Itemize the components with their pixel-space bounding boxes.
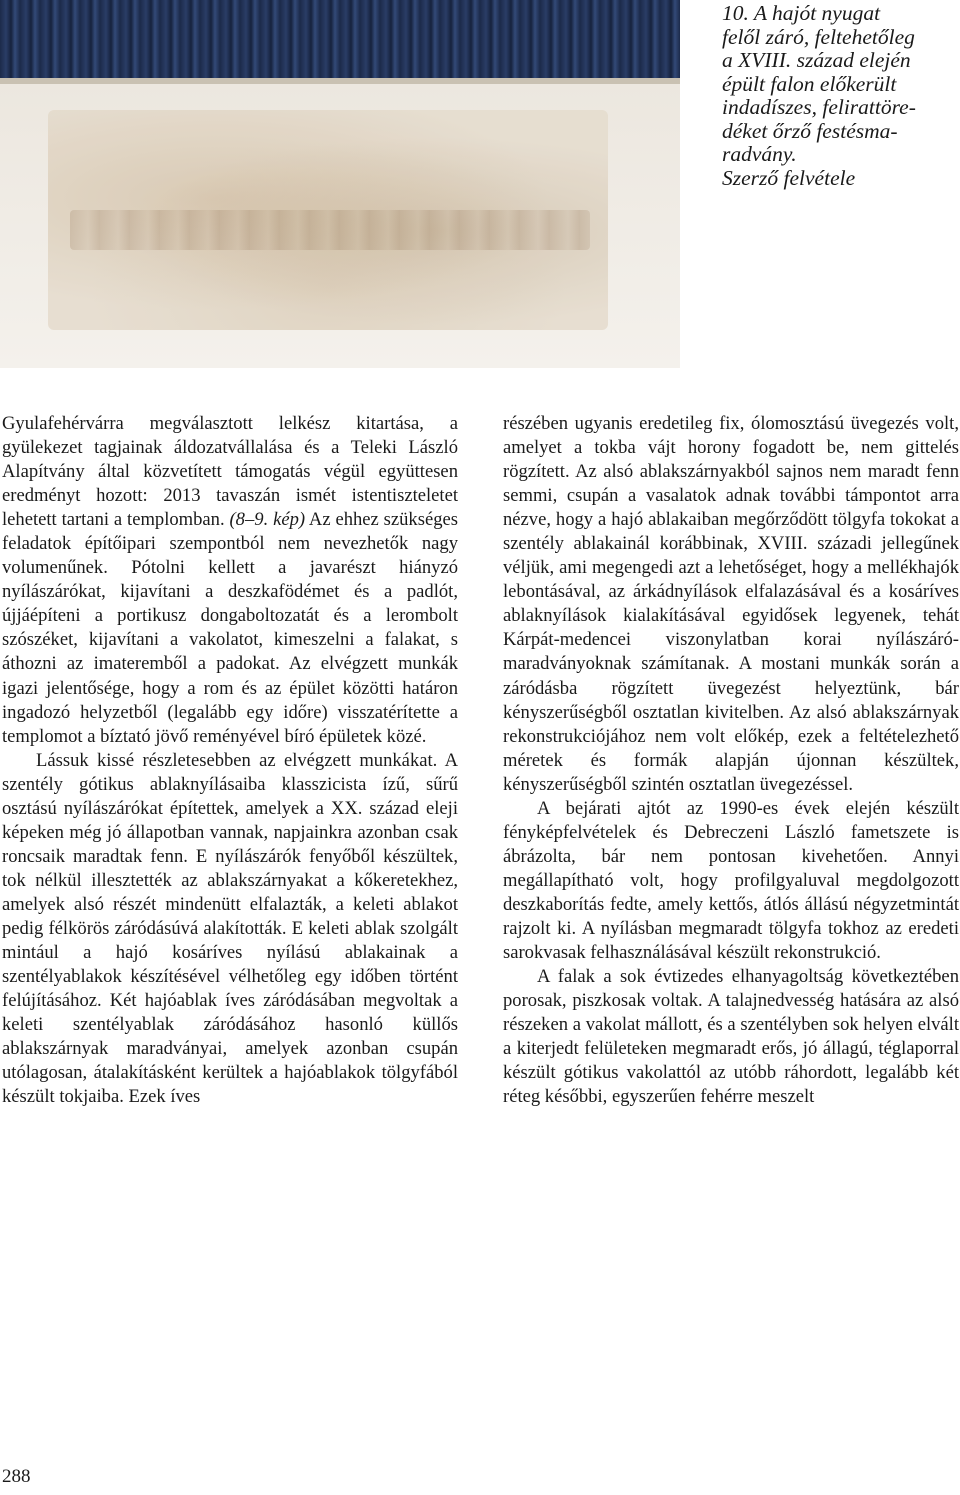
ceiling-beams	[0, 0, 680, 78]
left-text-column	[2, 412, 458, 1109]
paragraph-text: Gyulafehérvárra megválasztott lelkész kitartása, a gyülekezet tagjainak áldozatvállalása és a Teleki László Alapítvány által közvetített támogatás végül együttesen eredményt hozott: 2013 tavaszán ismét istentiszteletet lehetett tartani a templomban.	[2, 413, 458, 531]
body-paragraph: Lássuk kissé részletesebben az elvégzett munkákat. A szentély gótikus ablaknyílásaiba klasszicista ízű, sűrű osztású nyílászárókat építettek, amelyek a XX. század eleji képeken még jó állapotban vannak, napjainkra azonban csak roncsaik maradtak fenn. E nyílászárók fenyőből készültek, tok nélkül illesztették az ablakszárnyakat a kőkeretekhez, amelyek alsó részét mindenütt elfalazták, a keleti ablakot pedig félkörös záródásúvá alakították. E keleti ablak szolgált mintául a hajó kosáríves nyílású ablakainak a szentélyablakok készítésével vélhetőleg egy időben történt felújításához. Két hajóablak íves záródásában megvoltak a keleti szentélyablak záródásához hasonló küllős ablakszárnyak maradványai, amelyek azonban csupán utólagosan, átalakításként kerültek a hajóablakok tölgyfából készült tokjaiba. Ezek íves	[2, 749, 458, 1108]
caption-line: felől záró, feltehetőleg	[722, 24, 915, 49]
inscription-fragment-band	[70, 210, 590, 250]
photo-caption	[722, 2, 956, 190]
caption-line: radvány.	[722, 142, 797, 166]
caption-line: déket őrző festésma-	[722, 118, 898, 143]
page-number: 288	[2, 1466, 31, 1487]
right-text-column	[503, 412, 959, 1109]
caption-credit: Szerző felvétele	[722, 165, 856, 190]
body-paragraph	[2, 412, 458, 749]
caption-line: 10. A hajót nyugat	[722, 1, 881, 25]
body-paragraph: részében ugyanis eredetileg fix, ólomosztású üvegezés volt, amelyet a tokba vájt horony fogadott be, nem gittelés rögzített. Az alsó ablakszárnyakból sajnos nem maradt fenn semmi, csupán a vasalatok adnak további támpontot arra nézve, hogy a hajó ablakaiban megőrződött tölgyfa tokokat a szentély ablakainál korábbinak, XVIII. századi jellegűnek véljük, ami megengedi azt a lehetőséget, hogy a mellékhajók lebontásával, az árkádnyílások elfalazásával és a kosáríves ablaknyílások kialakításával egyidősek legyenek, tehát Kárpát-medencei viszonylatban korai nyílászáró-maradványoknak számítanak. A mostani munkák során a záródásba rögzített üvegezést helyeztünk, bár kényszerűségből osztatlan kivitelben. Az alsó ablakszárnyak rekonstrukciójához nem volt előkép, ezek a feltételezhető méretek és formák alapján újonnan készültek, kényszerűségből szintén osztatlan üvegezéssel.	[503, 413, 959, 795]
fresco-photo	[0, 0, 680, 368]
figure-reference: (8–9. kép)	[229, 509, 306, 531]
caption-line: indadíszes, felirattöre-	[722, 95, 916, 119]
caption-line: a XVIII. század elején	[722, 48, 911, 72]
paragraph-text: Az ehhez szükséges feladatok építőipari szempontból nem nevezhetők nagy volumenűnek. Pótolni kellett a javarészt hiányzó nyílászárókat, kijavítani a deszkafödémet és a padlót, újjáépíteni a portikusz dongaboltozatát és a lerombolt szószéket, kijavítani a vakolatot, kimeszelni a falakat, s áthozni az imateremből a padokat. Az elvégzett munkák igazi jelentősége, hogy a rom és az épület közötti határon ingadozó helyzetből (legalább egy időre) visszatérítette a templomot a bíztató jövő reményével bíró épületek közé.	[2, 509, 459, 747]
body-paragraph: A bejárati ajtót az 1990-es évek elején készült fényképfelvételek és Debreczeni László fametszete is ábrázolta, bár nem pontosan kivehetően. Annyi megállapítható volt, hogy profilgyaluval megdolgozott deszkaborítás fedte, amely kettős, átlós állású négyzetmintát rajzolt ki. A nyílásban megmaradt tölgyfa tokhoz az eredeti sarokvasak felhasználásával készült rekonstrukció.	[503, 797, 959, 964]
caption-line: épült falon előkerült	[722, 71, 897, 96]
body-paragraph: A falak a sok évtizedes elhanyagoltság következtében porosak, piszkosak voltak. A talajnedvesség hatására az alsó részeken a vakolat mállott, és a szentélyben sok helyen elvált a kiterjedt felületeken megmaradt erős, jó állagú, téglaporral készült gótikus vakolattól az utóbb ráhordott, legalább két réteg későbbi, egyszerűen fehérre meszelt	[503, 966, 959, 1108]
